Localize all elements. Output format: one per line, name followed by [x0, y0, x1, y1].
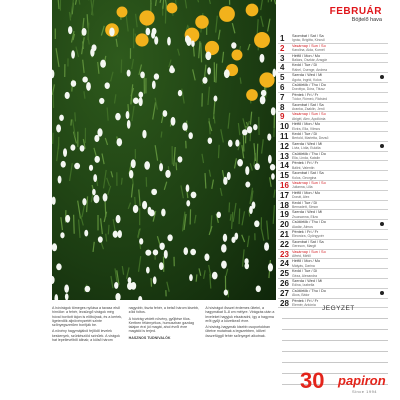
- article-paragraph: A hóvirág védett növény, gyűjtése tilos. Kertben félárnyékos, humuszban gazdag talajon érzi jól magát, ahol évről évre magától is terjed.: [128, 316, 194, 334]
- day-number: 10: [280, 122, 289, 132]
- day-number: 14: [280, 161, 289, 171]
- logo-number: 30: [300, 368, 325, 393]
- snowdrop-flowers-image: [52, 0, 276, 300]
- name-days: Donát, Alex: [292, 195, 310, 200]
- name-days: Alfréd, Mirtill: [292, 253, 311, 258]
- day-row: [278, 171, 388, 181]
- calendar-panel: [278, 0, 388, 308]
- day-number: 23: [280, 249, 289, 259]
- month-title: FEBRUÁR: [329, 6, 382, 17]
- day-name: Csütörtök / Thu / Do: [292, 82, 326, 87]
- day-number: 16: [280, 180, 289, 190]
- moon-phase-icon: [380, 291, 384, 295]
- day-number: 20: [280, 220, 289, 230]
- name-days: Kolos, Georgina: [292, 175, 317, 180]
- day-row: [278, 191, 388, 201]
- day-name: Szombat / Sat / Sa: [292, 34, 324, 38]
- article-text: [52, 306, 276, 396]
- day-name: Vasárnap / Sun / So: [292, 112, 326, 117]
- name-days: Gerzson, Margit: [292, 244, 317, 249]
- day-row: [278, 269, 388, 279]
- day-name: Csütörtök / Thu / Do: [292, 288, 326, 293]
- note-line: [282, 318, 388, 319]
- snowdrop-photo: [52, 0, 276, 300]
- note-line: [282, 351, 388, 352]
- day-row: [278, 34, 388, 44]
- day-row: [278, 289, 388, 299]
- day-row: [278, 181, 388, 191]
- moon-phase-icon: [380, 144, 384, 148]
- day-number: 22: [280, 239, 289, 249]
- name-days: Bálint, Valentin: [292, 165, 315, 170]
- name-days: Aladár, Álmos: [292, 224, 313, 229]
- name-days: Ákos, Bátor: [292, 293, 310, 298]
- name-days: Dorottya, Dóra, Titusz: [292, 87, 325, 92]
- day-name: Szerda / Wed / Mi: [292, 210, 323, 215]
- article-paragraph: HASZNOS TUDNIVALÓK: [128, 335, 171, 340]
- day-number: 7: [280, 92, 285, 102]
- day-number: 9: [280, 112, 285, 122]
- name-days: Balázs, Oszkár, Ansgár: [292, 57, 328, 62]
- day-name: Vasárnap / Sun / So: [292, 249, 326, 254]
- day-row: [278, 220, 388, 230]
- name-days: Ella, Linda, Katalin: [292, 155, 321, 160]
- name-days: Tódor, Rómeó, Richárd: [292, 97, 328, 102]
- day-number: 8: [280, 102, 285, 112]
- name-days: Elemér, Antónia: [292, 302, 316, 307]
- day-number: 24: [280, 259, 289, 269]
- day-number: 17: [280, 190, 289, 200]
- day-name: Péntek / Fri / Fr: [292, 298, 319, 303]
- day-row: [278, 142, 388, 152]
- article-paragraph: A hóvirágok tömeges nyílása a tavasz első hírnöke: a fehér, lecsüngő virágok még hóval borított tájon is előbújnak, és a kertek, ligeterdők aljnövényzetét szinte szőnyegszerűen borítják be.: [52, 306, 123, 328]
- name-days: Géza, Alexandra: [292, 273, 318, 278]
- day-name: Hétfő / Mon / Mo: [292, 259, 321, 264]
- day-name: Szerda / Wed / Mi: [292, 141, 323, 146]
- day-number: 3: [280, 53, 285, 63]
- day-number: 11: [280, 131, 289, 141]
- name-days: Edina, Izabella: [292, 283, 315, 288]
- day-number: 28: [280, 298, 289, 308]
- moon-phase-icon: [380, 75, 384, 79]
- day-number: 13: [280, 151, 289, 161]
- day-list: [278, 34, 388, 308]
- day-name: Csütörtök / Thu / Do: [292, 220, 326, 225]
- name-days: Abigél, Alex, Apollónia: [292, 116, 326, 121]
- day-row: [278, 132, 388, 142]
- day-name: Szombat / Sat / Sa: [292, 239, 324, 244]
- day-number: 12: [280, 141, 289, 151]
- day-name: Kedd / Tue / Di: [292, 131, 318, 136]
- day-row: [278, 210, 388, 220]
- name-days: Eleonóra, Gyöngyvér: [292, 234, 324, 239]
- day-number: 15: [280, 171, 289, 181]
- day-number: 21: [280, 229, 289, 239]
- day-name: Szerda / Wed / Mi: [292, 278, 323, 283]
- day-row: [278, 112, 388, 122]
- day-row: [278, 250, 388, 260]
- day-row: [278, 83, 388, 93]
- note-line: [282, 362, 388, 363]
- note-line: [282, 340, 388, 341]
- day-name: Szerda / Wed / Mi: [292, 73, 323, 78]
- day-number: 18: [280, 200, 289, 210]
- name-days: Bernadett, Simon: [292, 204, 319, 209]
- day-row: [278, 259, 388, 269]
- day-name: Péntek / Fri / Fr: [292, 229, 319, 234]
- month-subtitle: Böjtelő hava: [351, 17, 382, 23]
- day-row: [278, 122, 388, 132]
- day-name: Kedd / Tue / Di: [292, 200, 318, 205]
- day-name: Hétfő / Mon / Mo: [292, 53, 321, 58]
- name-days: Ignác, Brigitta, Kincső: [292, 38, 325, 43]
- papiron-logo: [300, 368, 396, 396]
- day-name: Kedd / Tue / Di: [292, 269, 318, 274]
- name-days: Ráhel, Csenge, Andrea: [292, 67, 328, 72]
- name-days: Elvira, Ella, Vilmos: [292, 126, 321, 131]
- day-number: 5: [280, 73, 285, 83]
- day-name: Szombat / Sat / Sa: [292, 102, 324, 107]
- day-number: 26: [280, 278, 289, 288]
- day-number: 27: [280, 288, 289, 298]
- day-number: 19: [280, 210, 289, 220]
- day-row: [278, 152, 388, 162]
- day-name: Péntek / Fri / Fr: [292, 161, 319, 166]
- name-days: Mátyás, Darina: [292, 263, 315, 268]
- logo-name: papiron: [338, 373, 386, 388]
- article-paragraph: A növény hagymájából fejlődő levelek keskenyek, szürkészöld színűek. A virágok hat lepellevélből állnak; a külső három nagyobb, tiszta fehér, a belső három kisebb, zöld foltos.: [52, 306, 199, 343]
- article-paragraph: A hóvirágot ősszel érdemes ültetni, a hagymákat 5–8 cm mélyre. Virágzás után a leveleket hagyjuk elszáradni, így a hagyma erőt gyűjt a következő évre.: [205, 306, 275, 323]
- day-name: Péntek / Fri / Fr: [292, 92, 319, 97]
- day-name: Kedd / Tue / Di: [292, 63, 318, 68]
- day-name: Hétfő / Mon / Mo: [292, 190, 321, 195]
- day-number: 2: [280, 43, 285, 53]
- name-days: Zsuzsanna, Eliza: [292, 214, 318, 219]
- name-days: Aranka, Zsaklin, Jenő: [292, 106, 325, 111]
- notes-heading: JEGYZET: [322, 305, 355, 312]
- name-days: Julianna, Lilla: [292, 185, 313, 190]
- day-number: 25: [280, 269, 289, 279]
- note-line: [282, 329, 388, 330]
- day-row: [278, 63, 388, 73]
- day-name: Hétfő / Mon / Mo: [292, 122, 321, 127]
- day-name: Vasárnap / Sun / So: [292, 180, 326, 185]
- name-days: Karolina, Aida, Kornél: [292, 48, 325, 53]
- day-row: [278, 161, 388, 171]
- day-name: Csütörtök / Thu / Do: [292, 151, 326, 156]
- day-number: 4: [280, 63, 285, 73]
- day-row: [278, 103, 388, 113]
- day-row: [278, 279, 388, 289]
- name-days: Bertold, Marietta, Dezső: [292, 136, 329, 141]
- logo-since: Since 1994: [352, 389, 378, 394]
- article-paragraph: A hóvirág-hagymák kisebb csoportokban ültetve mutatnak a legszebben, idővel összefüggő fehér szőnyeget alkotnak.: [205, 325, 271, 338]
- day-row: [278, 93, 388, 103]
- moon-phase-icon: [380, 222, 384, 226]
- day-row: [278, 230, 388, 240]
- name-days: Lívia, Lídia, Eulália: [292, 146, 321, 151]
- day-row: [278, 73, 388, 83]
- day-row: [278, 44, 388, 54]
- day-name: Szombat / Sat / Sa: [292, 171, 324, 176]
- day-row: [278, 201, 388, 211]
- day-name: Vasárnap / Sun / So: [292, 43, 326, 48]
- day-number: 6: [280, 82, 285, 92]
- day-row: [278, 240, 388, 250]
- name-days: Ágota, Ingrid, Kolos: [292, 77, 322, 82]
- day-row: [278, 54, 388, 64]
- day-number: 1: [280, 34, 285, 43]
